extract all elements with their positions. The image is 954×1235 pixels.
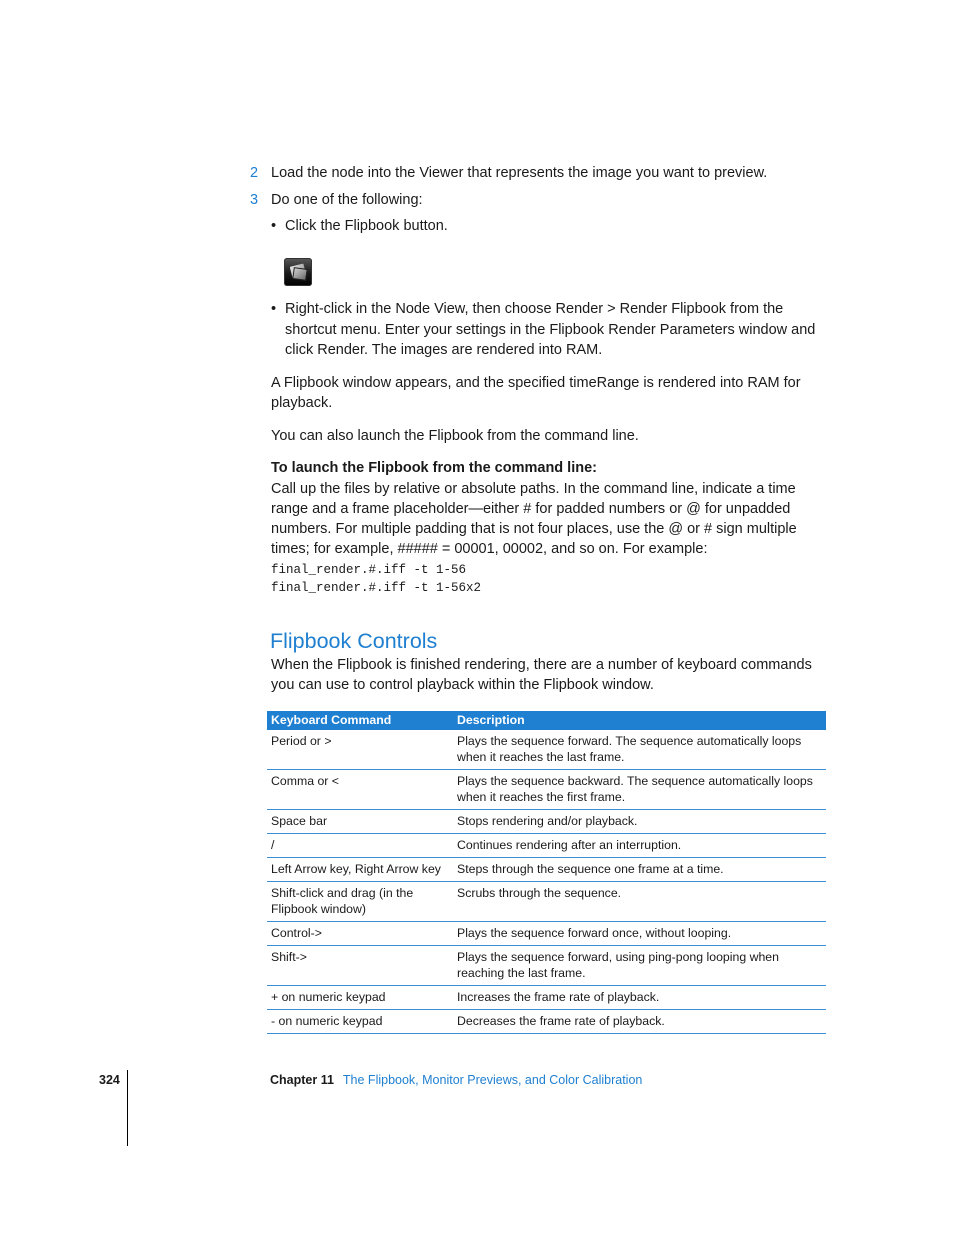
section-intro: When the Flipbook is finished rendering, there are a number of keyboard commands you can use to control playback within the Flipbook window. — [271, 657, 812, 694]
command-cell: Period or > — [267, 730, 453, 770]
paragraph-call-up: Call up the files by relative or absolute paths. In the command line, indicate a time range and a frame placeholder—either # for padded numbers or @ for unpadded numbers. For multiple padding that is not four places, use the @ or # sign multiple times; for example, ##### = 00001, 00002, and so on. For example: — [271, 481, 797, 557]
step-number: 2 — [250, 165, 259, 181]
description-cell: Plays the sequence forward. The sequence automatically loops when it reaches the last frame. — [453, 730, 826, 770]
footer-divider — [127, 1070, 128, 1146]
description-cell: Steps through the sequence one frame at a time. — [453, 858, 826, 882]
step-text: Do one of the following: — [271, 192, 423, 208]
paragraph-appears: A Flipbook window appears, and the specified timeRange is rendered into RAM for playback. — [271, 375, 801, 412]
chapter-label: Chapter 11 — [270, 1073, 334, 1087]
command-cell: + on numeric keypad — [267, 986, 453, 1010]
description-cell: Increases the frame rate of playback. — [453, 986, 826, 1010]
table-row — [267, 770, 826, 810]
task-heading: To launch the Flipbook from the command line: — [271, 460, 597, 476]
table-row — [267, 810, 826, 834]
step-text: Load the node into the Viewer that represents the image you want to preview. — [271, 165, 768, 181]
description-cell: Plays the sequence forward, using ping-pong looping when reaching the last frame. — [453, 946, 826, 986]
table-row — [267, 730, 826, 770]
table-row — [267, 858, 826, 882]
step-3 — [250, 190, 423, 210]
table-row — [267, 882, 826, 922]
page-number: 324 — [99, 1073, 120, 1087]
step-2 — [250, 163, 767, 183]
table-row — [267, 986, 826, 1010]
paragraph-also-launch: You can also launch the Flipbook from the command line. — [271, 428, 639, 444]
description-cell: Continues rendering after an interruption. — [453, 834, 826, 858]
code-line-2: final_render.#.iff -t 1-56x2 — [271, 581, 482, 595]
command-cell: Space bar — [267, 810, 453, 834]
chapter-title-link[interactable]: The Flipbook, Monitor Previews, and Color Calibration — [342, 1073, 643, 1087]
description-cell: Stops rendering and/or playback. — [453, 810, 826, 834]
step-number: 3 — [250, 192, 259, 208]
bullet-mark: • — [271, 301, 277, 317]
column-header: Description — [453, 711, 826, 730]
code-line-1: final_render.#.iff -t 1-56 — [271, 563, 467, 577]
flipbook-icon — [284, 258, 312, 286]
command-cell: Left Arrow key, Right Arrow key — [267, 858, 453, 882]
command-cell: Shift-click and drag (in the Flipbook window) — [267, 882, 453, 922]
command-cell: / — [267, 834, 453, 858]
bullet-mark: • — [271, 218, 277, 234]
description-cell: Plays the sequence backward. The sequence automatically loops when it reaches the first frame. — [453, 770, 826, 810]
command-cell: Comma or < — [267, 770, 453, 810]
bullet-text: Click the Flipbook button. — [285, 218, 448, 234]
command-cell: Shift-> — [267, 946, 453, 986]
table-row — [267, 922, 826, 946]
bullet-click-flipbook — [271, 216, 816, 237]
table-row — [267, 946, 826, 986]
bullet-right-click — [271, 299, 816, 361]
table-row — [267, 834, 826, 858]
table-header-row — [267, 711, 826, 730]
table-row — [267, 1010, 826, 1034]
section-title: Flipbook Controls — [270, 629, 438, 653]
command-cell: Control-> — [267, 922, 453, 946]
description-cell: Plays the sequence forward once, without looping. — [453, 922, 826, 946]
description-cell: Scrubs through the sequence. — [453, 882, 826, 922]
command-cell: - on numeric keypad — [267, 1010, 453, 1034]
description-cell: Decreases the frame rate of playback. — [453, 1010, 826, 1034]
bullet-text: Right-click in the Node View, then choose Render > Render Flipbook from the shortcut menu. Enter your settings in the Flipbook Render Parameters window and click Render. The images are rendered into RAM. — [285, 301, 816, 358]
chapter-footer — [270, 1073, 642, 1087]
column-header: Keyboard Command — [267, 711, 453, 730]
keyboard-commands-table — [267, 711, 826, 1034]
